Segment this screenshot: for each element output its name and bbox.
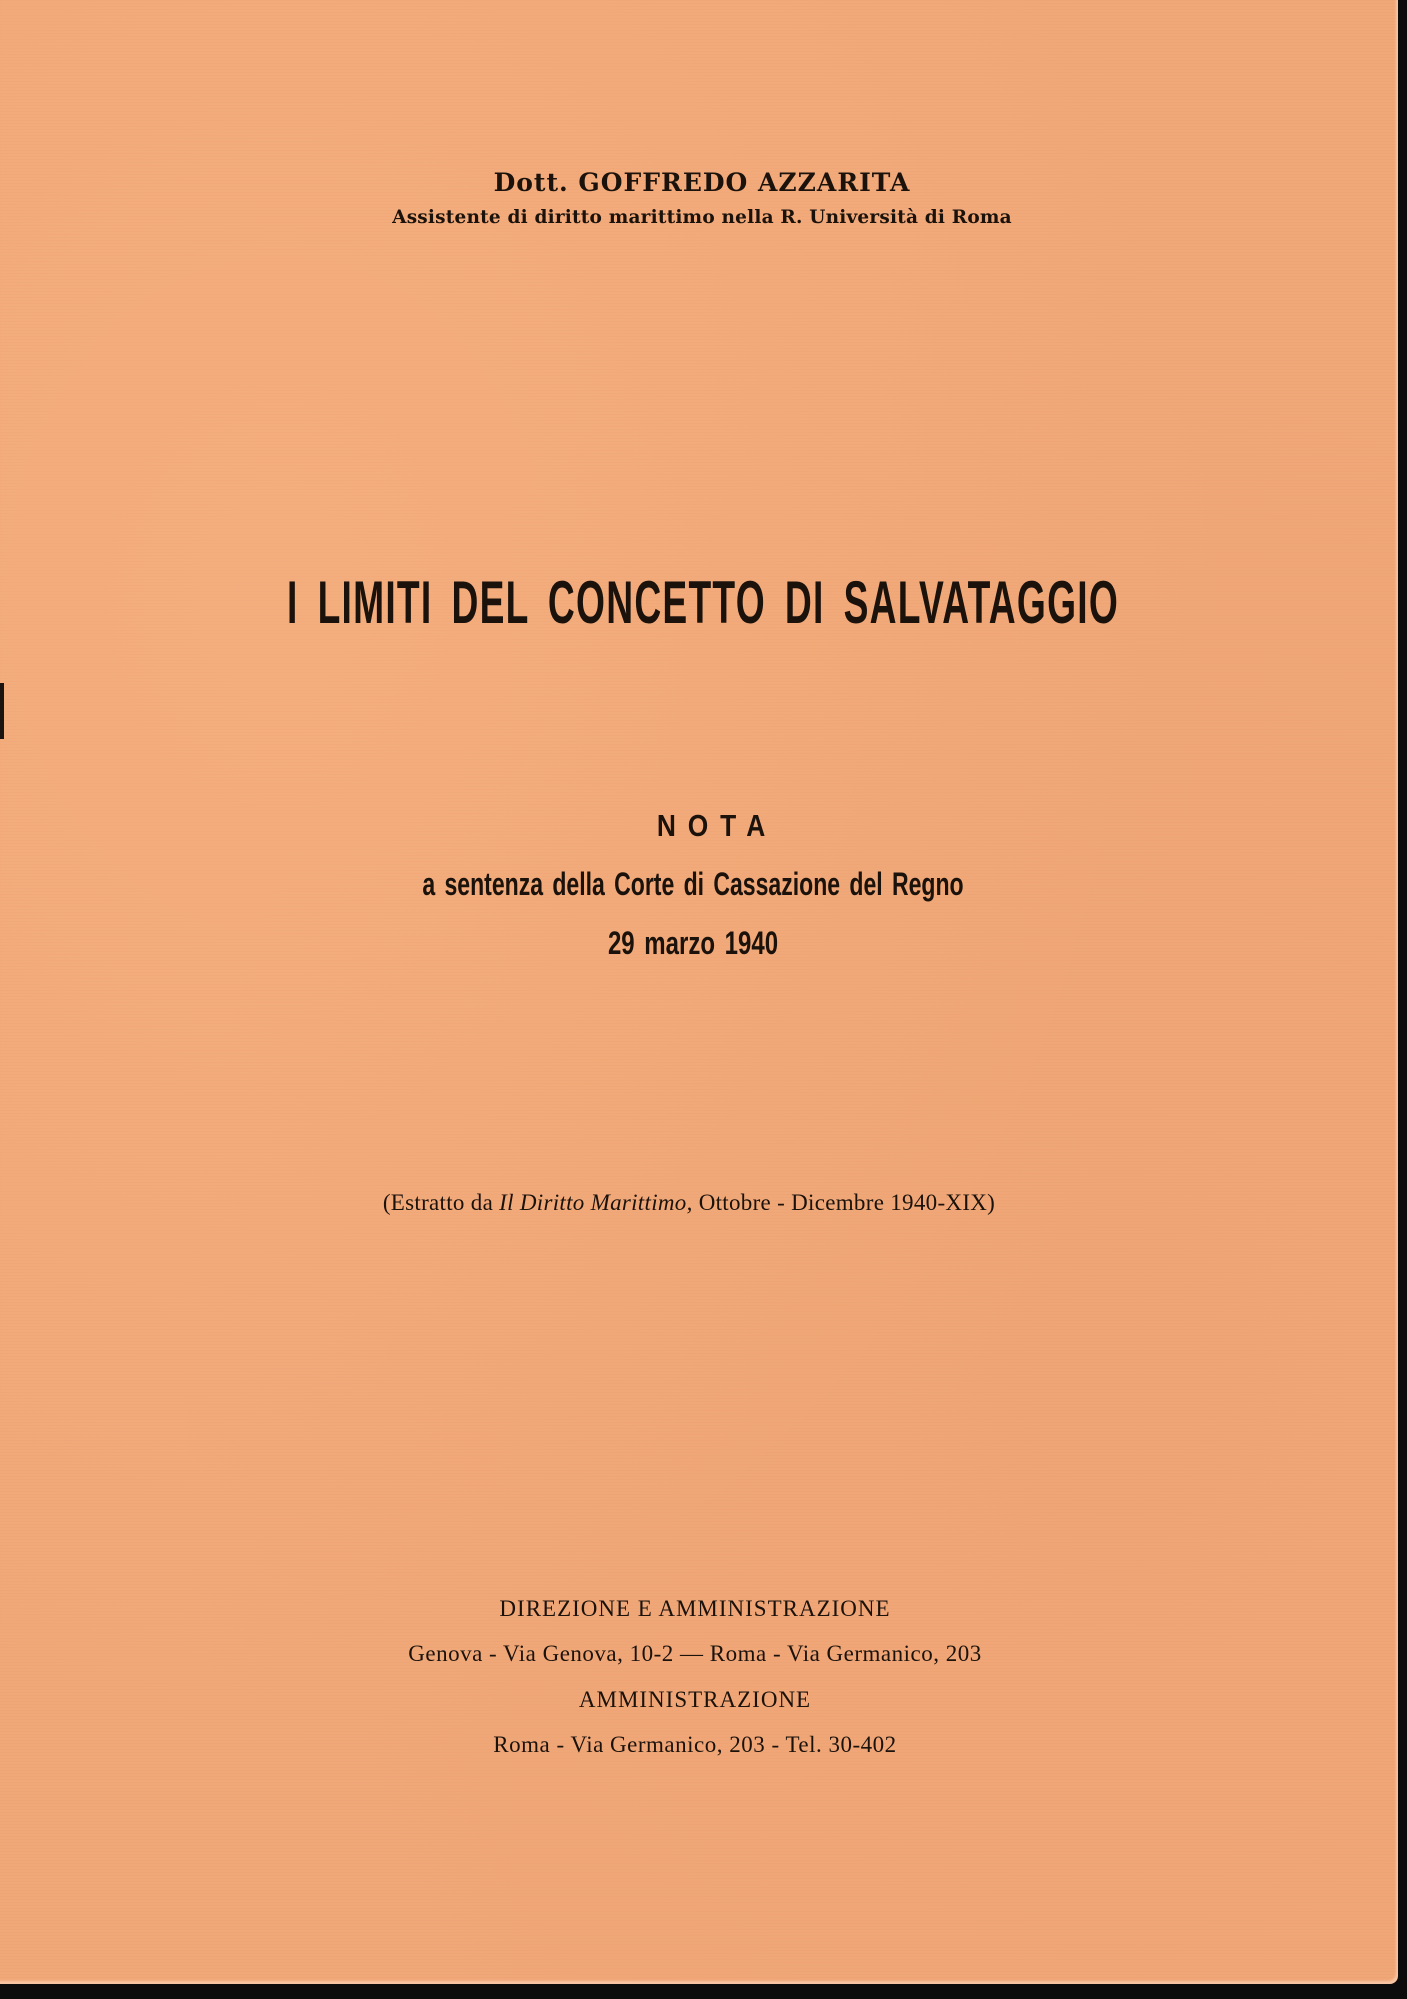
nota-subtitle: a sentenza della Corte di Cassazione del Regno (422, 866, 964, 902)
extract-prefix: (Estratto da (382, 1190, 500, 1215)
author-name: Dott. GOFFREDO AZZARITA (493, 168, 911, 197)
amministrazione-heading: AMMINISTRAZIONE (578, 1687, 812, 1712)
direzione-heading: DIREZIONE E AMMINISTRAZIONE (499, 1596, 891, 1621)
document-title: I LIMITI DEL CONCETTO DI SALVATAGGIO (286, 569, 1120, 636)
direzione-address: Genova - Via Genova, 10-2 — Roma - Via Germanico, 203 (408, 1641, 982, 1666)
extract-suffix: Ottobre - Dicembre 1940-XIX) (692, 1190, 996, 1215)
nota-label: NOTA (656, 808, 778, 843)
author-affiliation: Assistente di diritto marittimo nella R. Università di Roma (392, 207, 1012, 228)
extract-note (0, 1190, 1388, 1216)
amministrazione-address: Roma - Via Germanico, 203 - Tel. 30-402 (493, 1732, 897, 1757)
spine-mark (0, 683, 4, 739)
nota-date: 29 marzo 1940 (607, 925, 779, 961)
journal-name: Il Diritto Marittimo, (499, 1190, 693, 1215)
